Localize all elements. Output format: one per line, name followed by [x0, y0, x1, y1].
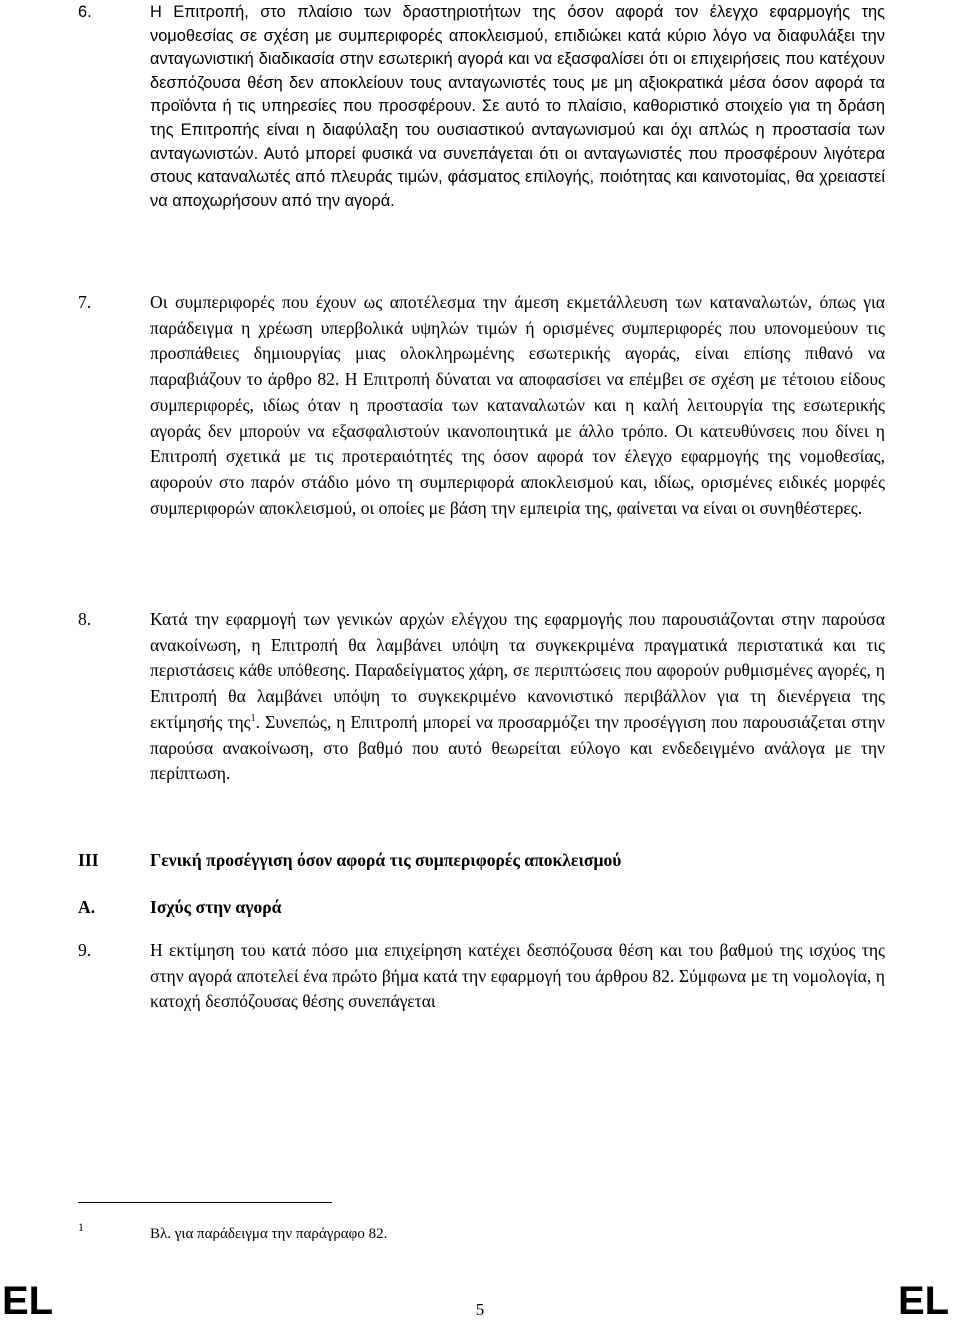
- paragraph-text-part: Κατά την εφαρμογή των γενικών αρχών ελέγχου της εφαρμογής που παρουσιάζονται στην παρούσα ανακοίνωση, η Επιτροπή θα λαμβάνει υπόψη τα συγκεκριμένα πραγματικά περιστατικά και τις περιστάσεις κάθε υπόθεσης. Παραδείγματος χάρη, σε περιπτώσεις που αφορούν ρυθμισμένες αγορές, η Επιτροπή θα λαμβάνει υπόψη το συγκεκριμένο κανονιστικό περιβάλλον για τη διενέργεια της εκτίμησής της: [150, 609, 885, 732]
- paragraph-text-part: . Συνεπώς, η Επιτροπή μπορεί να προσαρμόζει την προσέγγιση που παρουσιάζεται στην παρούσα ανακοίνωση, στο βαθμό που αυτό θεωρείται εύλογο και ενδεδειγμένο ανάλογα με την περίπτωση.: [150, 711, 885, 784]
- footer-language-right: EL: [898, 1279, 950, 1323]
- paragraph-number: 9.: [78, 940, 92, 960]
- subsection-number: A.: [78, 897, 96, 917]
- paragraph-text: Η εκτίμηση του κατά πόσο μια επιχείρηση κατέχει δεσπόζουσα θέση και του βαθμού της ισχύος της στην αγορά αποτελεί ένα πρώτο βήμα κατά την εφαρμογή του άρθρου 82. Σύμφωνα με τη νομολογία, η κατοχή δεσπόζουσας θέσης συνεπάγεται: [150, 940, 885, 1012]
- subsection-title: Ισχύς στην αγορά: [150, 897, 282, 917]
- footnote-mark: 1: [78, 1220, 84, 1234]
- paragraph-number: 6.: [78, 3, 92, 21]
- footnote-reference[interactable]: 1: [250, 712, 256, 724]
- footnote-text: Βλ. για παράδειγμα την παράγραφο 82.: [150, 1226, 388, 1242]
- footer-language-left: EL: [2, 1279, 54, 1323]
- paragraph-text: [150, 607, 885, 787]
- paragraph-number: 7.: [78, 292, 92, 312]
- paragraph-text: Οι συμπεριφορές που έχουν ως αποτέλεσμα την άμεση εκμετάλλευση των καταναλωτών, όπως για παράδειγμα η χρέωση υπερβολικά υψηλών τιμών ή ορισμένες συμπεριφορές που υπονομεύουν τις προσπάθειες δημιουργίας μιας ολοκληρωμένης εσωτερικής αγοράς, είναι επίσης πιθανό να παραβιάζουν το άρθρο 82. Η Επιτροπή δύναται να αποφασίσει να επέμβει σε σχέση με τέτοιου είδους συμπεριφορές, ιδίως όταν η προστασία των καταναλωτών και η καλή λειτουργία της εσωτερικής αγοράς δεν μπορούν να εξασφαλιστούν ικανοποιητικά με άλλο τρόπο. Οι κατευθύνσεις που δίνει η Επιτροπή σχετικά με τις προτεραιότητές της όσον αφορά τον έλεγχο εφαρμογής της νομοθεσίας, αφορούν στο παρόν στάδιο μόνο τη συμπεριφορά αποκλεισμού και, ιδίως, ορισμένες ειδικές μορφές συμπεριφορών αποκλεισμού, οι οποίες με βάση την εμπειρία της, φαίνεται να είναι οι συνηθέστερες.: [150, 292, 885, 518]
- paragraph-text: Η Επιτροπή, στο πλαίσιο των δραστηριοτήτων της όσον αφορά τον έλεγχο εφαρμογής της νομοθεσίας σε σχέση με συμπεριφορές αποκλεισμού, επιδιώκει κατά κύριο λόγο να διαφυλάξει την ανταγωνιστική διαδικασία στην εσωτερική αγορά και να εξασφαλίσει ότι οι επιχειρήσεις που κατέχουν δεσπόζουσα θέση δεν αποκλείουν τους ανταγωνιστές τους με μη αξιοκρατικά μέσα όσον αφορά τα προϊόντα ή τις υπηρεσίες που προσφέρουν. Σε αυτό το πλαίσιο, καθοριστικό στοιχείο για τη δράση της Επιτροπής είναι η διαφύλαξη του ουσιαστικού ανταγωνισμού και όχι απλώς η προστασία των ανταγωνιστών. Αυτό μπορεί φυσικά να συνεπάγεται ότι οι ανταγωνιστές που προσφέρουν λιγότερα στους καταναλωτές από πλευράς τιμών, φάσματος επιλογής, ποιότητας και καινοτομίας, θα χρειαστεί να αποχωρήσουν από την αγορά.: [150, 3, 885, 210]
- section-number: III: [78, 850, 99, 870]
- section-title: Γενική προσέγγιση όσον αφορά τις συμπεριφορές αποκλεισμού: [150, 850, 622, 870]
- paragraph-number: 8.: [78, 609, 92, 629]
- footnote-separator: [78, 1202, 332, 1203]
- page-number: 5: [475, 1300, 485, 1319]
